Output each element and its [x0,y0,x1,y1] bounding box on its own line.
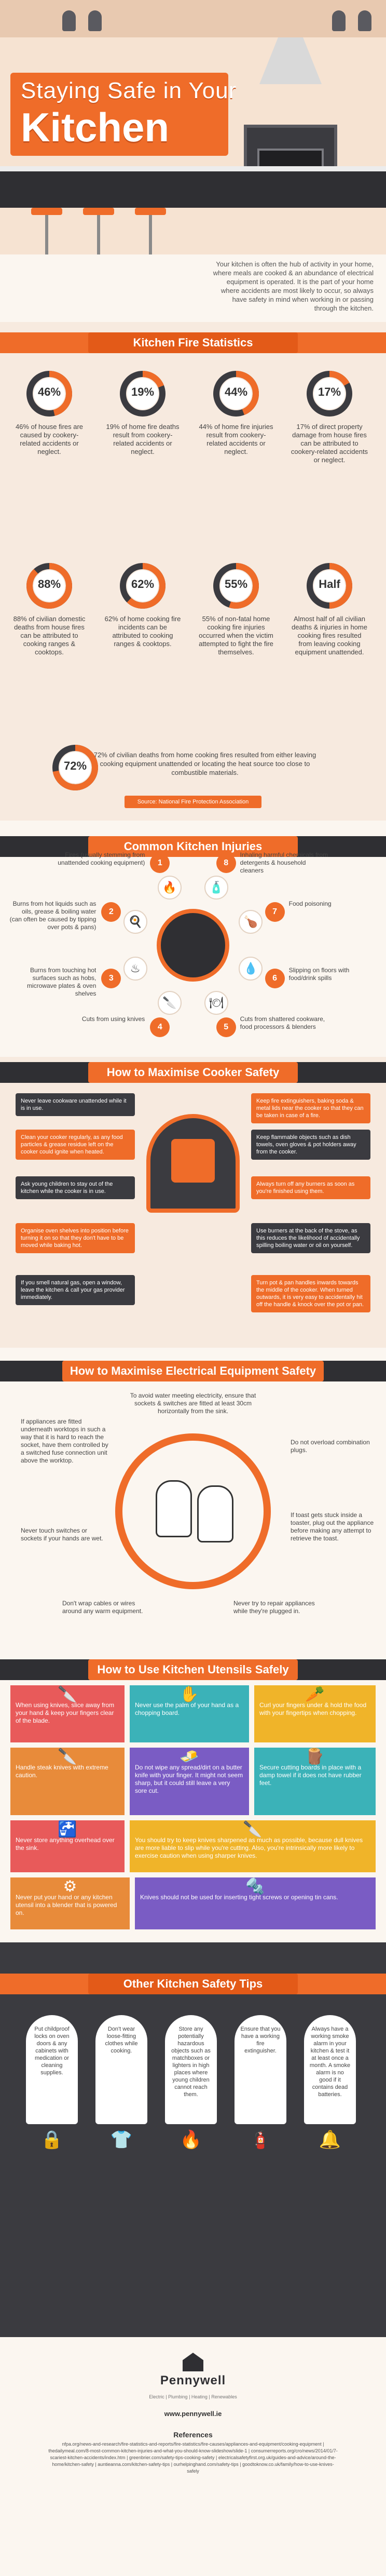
stats-source: Source: National Fire Protection Association [125,796,261,808]
utensil-icon: 🪵 [305,1748,325,1765]
utensil-icon: 🔪 [58,1748,77,1765]
safety-tip: Don't wear loose-fitting clothes while cooking. [95,2015,147,2124]
electrical-safety-section [0,1356,386,1646]
utensils-banner [0,1659,386,1680]
injury-number: 4 [150,1017,170,1037]
injury-number: 3 [101,969,121,988]
hob-icon [171,1139,215,1183]
injury-text: Inhaling harmful chemicals from detergents & household cleaners [240,851,328,875]
stat-text: 17% of direct property damage from house fires can be attributed to cookery-related accidents or neglect. [291,423,368,464]
stat-item [291,561,368,656]
safety-tip: Always have a working smoke alarm in your kitchen & test it at least once a month. A smoke alarm is no good if it contains dead batteries. [304,2015,356,2124]
injury-icon: 🍳 [123,910,147,934]
hanging-pan-icon [62,10,76,31]
footer-section [0,2337,386,2576]
safety-tips-section [0,1942,386,2337]
stat-text: 44% of home fire injuries result from cookery-related accidents or neglect. [199,423,273,455]
utensil-tip-text: When using knives, slice away from your hand & keep your fingers clear of the blade. [16,1701,115,1724]
plug-character-icon [156,1480,192,1537]
electric-banner [0,1361,386,1381]
utensil-tile [10,1685,125,1742]
safety-tip-icon: 🔒 [40,2130,63,2150]
references-list: nfpa.org/news-and-research/fire-statistics-and-reports/fire-statistics/fire-causes/appliances-and-equipment/cooking-equipment | thedailymeal.com/8-most-common-kitchen-injuries-and-what-you-should-know-slideshow/slide-1 | consumerreports.org/cro/news/2014/01/7-scariest-kitchen-accidents/index.htm | greenbrier.com/safety-tips-cooking-safety | electricalsafetyfirst.org.uk/guides-and-advice/around-the-home/kitchen-safety | auntieanna.com/kitchen-safety-tips | ourhelpinghand.com/safety-tips | goodtoknow.co.uk/family/how-to-use-knives-safely [48,2441,338,2474]
cooker-tip-right: Always turn off any burners as soon as you're finished using them. [251,1176,370,1199]
injury-text: Food poisoning [288,900,332,908]
electric-tip: Do not overload combination plugs. [291,1439,370,1454]
injury-icon: 🔪 [158,991,182,1015]
utensil-tile [10,1748,125,1815]
injury-icon: ♨ [123,957,147,981]
utensil-tile [130,1820,376,1872]
kitchen-counter [0,171,386,208]
utensil-icon: 🔪 [243,1821,263,1838]
injury-icon: 🍗 [239,910,263,934]
utensil-icon: ⚙ [63,1878,77,1895]
kitchen-shelf [0,0,386,37]
stat-ring [305,561,354,611]
house-logo-icon [183,2353,203,2371]
utensil-tile [130,1685,249,1742]
stat-value: 17% [318,385,341,398]
utensil-icon: 🔩 [245,1878,265,1895]
utensils-safety-section [0,1654,386,1935]
stat-item [104,561,182,648]
stat-value: 88% [37,578,61,591]
bar-stool-icon [31,208,62,254]
cooker-tip-right: Turn pot & pan handles inwards towards the middle of the cooker. When turned outwards, it is very easy to accidentally hit off the handle & knock over the pot or pan. [251,1275,370,1312]
cooker-tip-left: Ask young children to stay out of the kitchen while the cooker is in use. [16,1176,135,1199]
utensil-icon: 🥕 [305,1686,325,1703]
injury-text: Slipping on floors with food/drink spills [288,966,350,982]
tips-title: Other Kitchen Safety Tips [88,1974,298,1994]
hero-section [0,0,386,254]
injury-number: 2 [101,902,121,922]
stat-value: 46% [37,385,61,398]
cooker-tip-right: Use burners at the back of the stove, as this reduces the likelihood of accidentally spilling boiling water or oil on yourself. [251,1223,370,1253]
utensil-icon: 🚰 [58,1821,77,1838]
utensil-tip-text: Curl your fingers under & hold the food with your fingertips when chopping. [259,1701,367,1716]
stat-value: 72% [63,759,87,772]
utensil-tip-text: Secure cutting boards in place with a damp towel if it does not have rubber feet. [259,1764,362,1787]
cooker-tip-left: Clean your cooker regularly, as any food particles & grease residue left on the cooker could ignite when heated. [16,1130,135,1160]
injury-number: 1 [150,853,170,873]
electric-top-text: To avoid water meeting electricity, ensure that sockets & switches are fitted at least 30cm horizontally from the sink. [130,1392,256,1415]
utensils-title: How to Use Kitchen Utensils Safely [88,1659,298,1680]
stat-value: 55% [224,578,248,591]
injury-text: Burns from touching hot surfaces such as hobs, microwave plates & oven shelves [26,966,96,997]
utensil-tile [130,1748,249,1815]
utensil-tip-text: Never put your hand or any kitchen utensil into a blender that is powered on. [16,1894,117,1916]
electric-tip: If appliances are fitted underneath worktops in such a way that it is hard to reach the socket, have them controlled by a switched fuse connection unit above the worktop. [21,1418,108,1464]
injury-icon: 🧴 [204,876,228,900]
utensil-tile [135,1877,376,1929]
safety-tip-icon: 🔔 [319,2130,341,2150]
cooker-hood-icon [259,37,322,84]
cooker-title: How to Maximise Cooker Safety [88,1062,298,1083]
stat-item [104,369,182,456]
utensil-tile [10,1877,130,1929]
utensil-icon: 🧈 [180,1748,199,1765]
kitchen-injuries-section [0,831,386,1049]
cooker-tip-right: Keep fire extinguishers, baking soda & metal lids near the cooker so that they can be taken in case of a fire. [251,1093,370,1123]
stat-text: 19% of home fire deaths result from cookery-related accidents or neglect. [106,423,180,455]
cooker-tip-right: Keep flammable objects such as dish towels, oven gloves & pot holders away from the cooker. [251,1130,370,1160]
pennywell-logo [157,2353,229,2389]
stats-banner [0,332,386,353]
injury-text: Cuts from using knives [81,1015,145,1023]
electric-tip: Never try to repair appliances while they're plugged in. [233,1600,315,1615]
stat-item [10,561,88,656]
injury-text: Fires (usually stemming from unattended cooking equipment) [58,851,145,867]
electric-tip: Never touch switches or sockets if your hands are wet. [21,1527,103,1542]
stat-item [197,561,275,656]
stat-text: 62% of home cooking fire incidents can be attributed to cooking ranges & cooktops. [104,615,181,648]
hero-title-line2: Kitchen [21,104,170,150]
stat-ring [211,369,261,419]
cooker-banner [0,1062,386,1083]
utensil-icon: ✋ [180,1686,199,1703]
fire-statistics-section [0,322,386,821]
stat-text-72: 72% of civilian deaths from home cooking fires resulted from either leaving cooking equipment unattended or locating the heat source too close to combustible materials. [93,751,316,776]
stat-ring [118,561,168,611]
stat-item [197,369,275,456]
injury-text: Cuts from shattered cookware, food processors & blenders [240,1015,325,1030]
stat-text: Almost half of all civilian deaths & injuries in home cooking fires resulted from leaving cooking equipment unattended. [292,615,367,656]
stats-title: Kitchen Fire Statistics [88,332,298,353]
stat-text: 88% of civilian domestic deaths from house fires can be attributed to cooking ranges & cooktops. [13,615,86,656]
safety-tip-icon: 👕 [110,2130,133,2150]
hanging-pan-icon [332,10,346,31]
electric-ring [115,1433,271,1589]
bar-stool-icon [83,208,114,254]
utensil-icon: 🔪 [58,1686,77,1703]
cooking-icon [157,909,229,982]
safety-tip: Put childproof locks on oven doors & any cabinets with medication or cleaning supplies. [26,2015,78,2124]
stat-value: 62% [131,578,155,591]
cooker-safety-section [0,1057,386,1348]
brand-tagline: Electric | Plumbing | Heating | Renewables [149,2394,237,2399]
brand-name: Pennywell [160,2373,226,2387]
utensil-tip-text: Never store anything overhead over the sink. [16,1836,115,1852]
safety-tip: Ensure that you have a working fire extinguisher. [235,2015,286,2124]
stat-ring [24,561,74,611]
stat-item [291,369,368,464]
hanging-pan-icon [88,10,102,31]
stat-value: Half [319,578,340,591]
injury-number: 7 [265,902,285,922]
stat-value: 44% [224,385,248,398]
stat-ring [118,369,168,419]
stat-ring [305,369,354,419]
utensil-tile [10,1820,125,1872]
utensil-tile [254,1748,376,1815]
stove-icon [146,1114,240,1213]
references-title: References [173,2431,213,2439]
electric-tip: If toast gets stuck inside a toaster, plug out the appliance before making any attempt to retrieve the toast. [291,1511,374,1542]
injury-text: Burns from hot liquids such as oils, grease & boiling water (can often be caused by tipping over pots & pans) [9,900,96,931]
injury-number: 6 [265,969,285,988]
injury-number: 8 [216,853,236,873]
stat-item [10,369,88,456]
hanging-pan-icon [358,10,371,31]
safety-tip-icon: 🧯 [249,2130,272,2150]
website-link[interactable]: www.pennywell.ie [164,2410,222,2418]
cooker-tip-left: Never leave cookware unattended while it is in use. [16,1093,135,1116]
intro-text: Your kitchen is often the hub of activity in your home, where meals are cooked & an abundance of electrical equipment is operated. It is the part of your home where accidents are most likely to occur, so always have safety in mind when working in or passing through the kitchen. [213,260,374,312]
injury-icon: 🔥 [158,876,182,900]
stat-ring [211,561,261,611]
utensil-tip-text: Do not wipe any spread/dirt on a butter knife with your finger. It might not seem sharp, but it could still leave a very sore cut. [135,1764,243,1794]
plug-character-icon [197,1485,233,1542]
stat-text: 55% of non-fatal home cooking fire injuries occurred when the victim attempted to fight the fire themselves. [199,615,273,656]
tips-banner [0,1974,386,1994]
stat-text: 46% of house fires are caused by cookery-related accidents or neglect. [15,423,84,455]
stat-ring [24,369,74,419]
hero-title-line1: Staying Safe in Your [21,78,237,103]
injury-number: 5 [216,1017,236,1037]
electric-title: How to Maximise Electrical Equipment Safety [62,1361,324,1381]
injury-icon: 🍽 [204,991,228,1015]
injuries-title: Common Kitchen Injuries [88,836,298,857]
electric-tip: Don't wrap cables or wires around any warm equipment. [62,1600,143,1615]
stat-value: 19% [131,385,155,398]
safety-tip-icon: 🔥 [180,2130,202,2150]
safety-tip: Store any potentially hazardous objects such as matchboxes or lighters in high places where young children cannot reach them. [165,2015,217,2124]
utensil-tip-text: Knives should not be used for inserting tight screws or opening tin cans. [140,1894,338,1901]
injury-icon: 💧 [239,957,263,981]
utensil-tip-text: You should try to keep knives sharpened as much as possible, because dull knives are more liable to slip while you're cutting. Also, you're intrinsically more likely to exercise caution when using sharper knives. [135,1836,363,1859]
utensil-tip-text: Never use the palm of your hand as a chopping board. [135,1701,239,1716]
bar-stool-icon [135,208,166,254]
utensil-tile [254,1685,376,1742]
utensil-tip-text: Handle steak knives with extreme caution. [16,1764,108,1779]
cooker-tip-left: Organise oven shelves into position before turning it on so that they don't have to be moved while baking hot. [16,1223,135,1253]
cooker-tip-left: If you smell natural gas, open a window, leave the kitchen & call your gas provider immediately. [16,1275,135,1305]
